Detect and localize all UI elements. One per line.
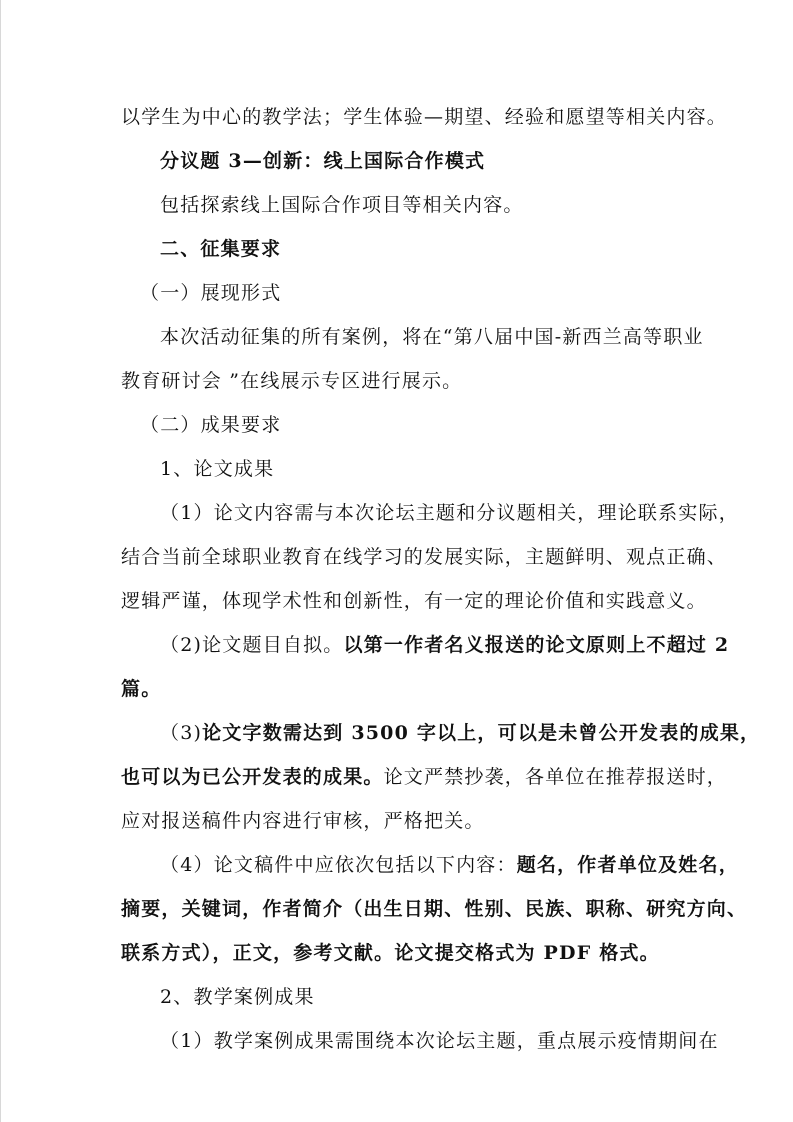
paragraph-line: 结合当前全球职业教育在线学习的发展实际，主题鲜明、观点正确、 [121,546,728,568]
paragraph-line: 应对报送稿件内容进行审核，严格把关。 [121,810,485,832]
section-heading-requirements: 二、征集要求 [160,238,282,260]
paragraph-line [160,719,761,747]
bold-text-run: 联系方式），正文，参考文献。 [121,942,395,964]
paragraph-line: 以学生为中心的教学法；学生体验—期望、经验和愿望等相关内容。 [121,106,728,128]
text-run: （2)论文题目自拟。 [160,634,344,656]
paragraph-line: 篇。 [121,678,162,700]
sub-topic-3-heading: 分议题 3—创新：线上国际合作模式 [160,150,486,172]
page-border [0,0,1,1122]
text-run: （4）论文稿件中应依次包括以下内容： [160,854,517,876]
item-heading-teaching-cases: 2、教学案例成果 [160,986,315,1008]
paragraph-line [160,851,739,879]
subsection-heading-output-requirements: （二）成果要求 [140,414,282,436]
bold-text-run: 以第一作者名义报送的论文原则上不超过 2 [343,634,730,656]
paragraph-line: 本次活动征集的所有案例，将在“第八届中国-新西兰高等职业 [160,326,704,348]
text-run: （3) [160,722,203,744]
paragraph-line [160,631,730,659]
paragraph-line: 包括探索线上国际合作项目等相关内容。 [160,194,524,216]
paragraph-line: （1）教学案例成果需围绕本次论坛主题，重点展示疫情期间在 [160,1030,719,1052]
bold-text-run: 论文提交格式为 PDF 格式。 [394,942,660,964]
paragraph-line: （1）论文内容需与本次论坛主题和分议题相关，理论联系实际， [160,502,739,524]
paragraph-line: 逻辑严谨，体现学术性和创新性，有一定的理论价值和实践意义。 [121,590,707,612]
subsection-heading-display-form: （一）展现形式 [140,282,282,304]
paragraph-line [121,939,681,967]
bold-text-run: 论文字数需达到 3500 字以上，可以是未曾公开发表的成果， [202,722,761,744]
paragraph-line: 教育研讨会 ”在线展示专区进行展示。 [121,370,463,392]
paragraph-line: 摘要，关键词，作者简介（出生日期、性别、民族、职称、研究方向、 [121,898,748,920]
bold-text-run: 题名，作者单位及姓名， [516,854,739,876]
paragraph-line [121,763,728,791]
item-heading-papers: 1、论文成果 [160,458,275,480]
text-run: 论文严禁抄袭，各单位在推荐报送时， [383,766,728,788]
bold-text-run: 也可以为已公开发表的成果。 [121,766,384,788]
